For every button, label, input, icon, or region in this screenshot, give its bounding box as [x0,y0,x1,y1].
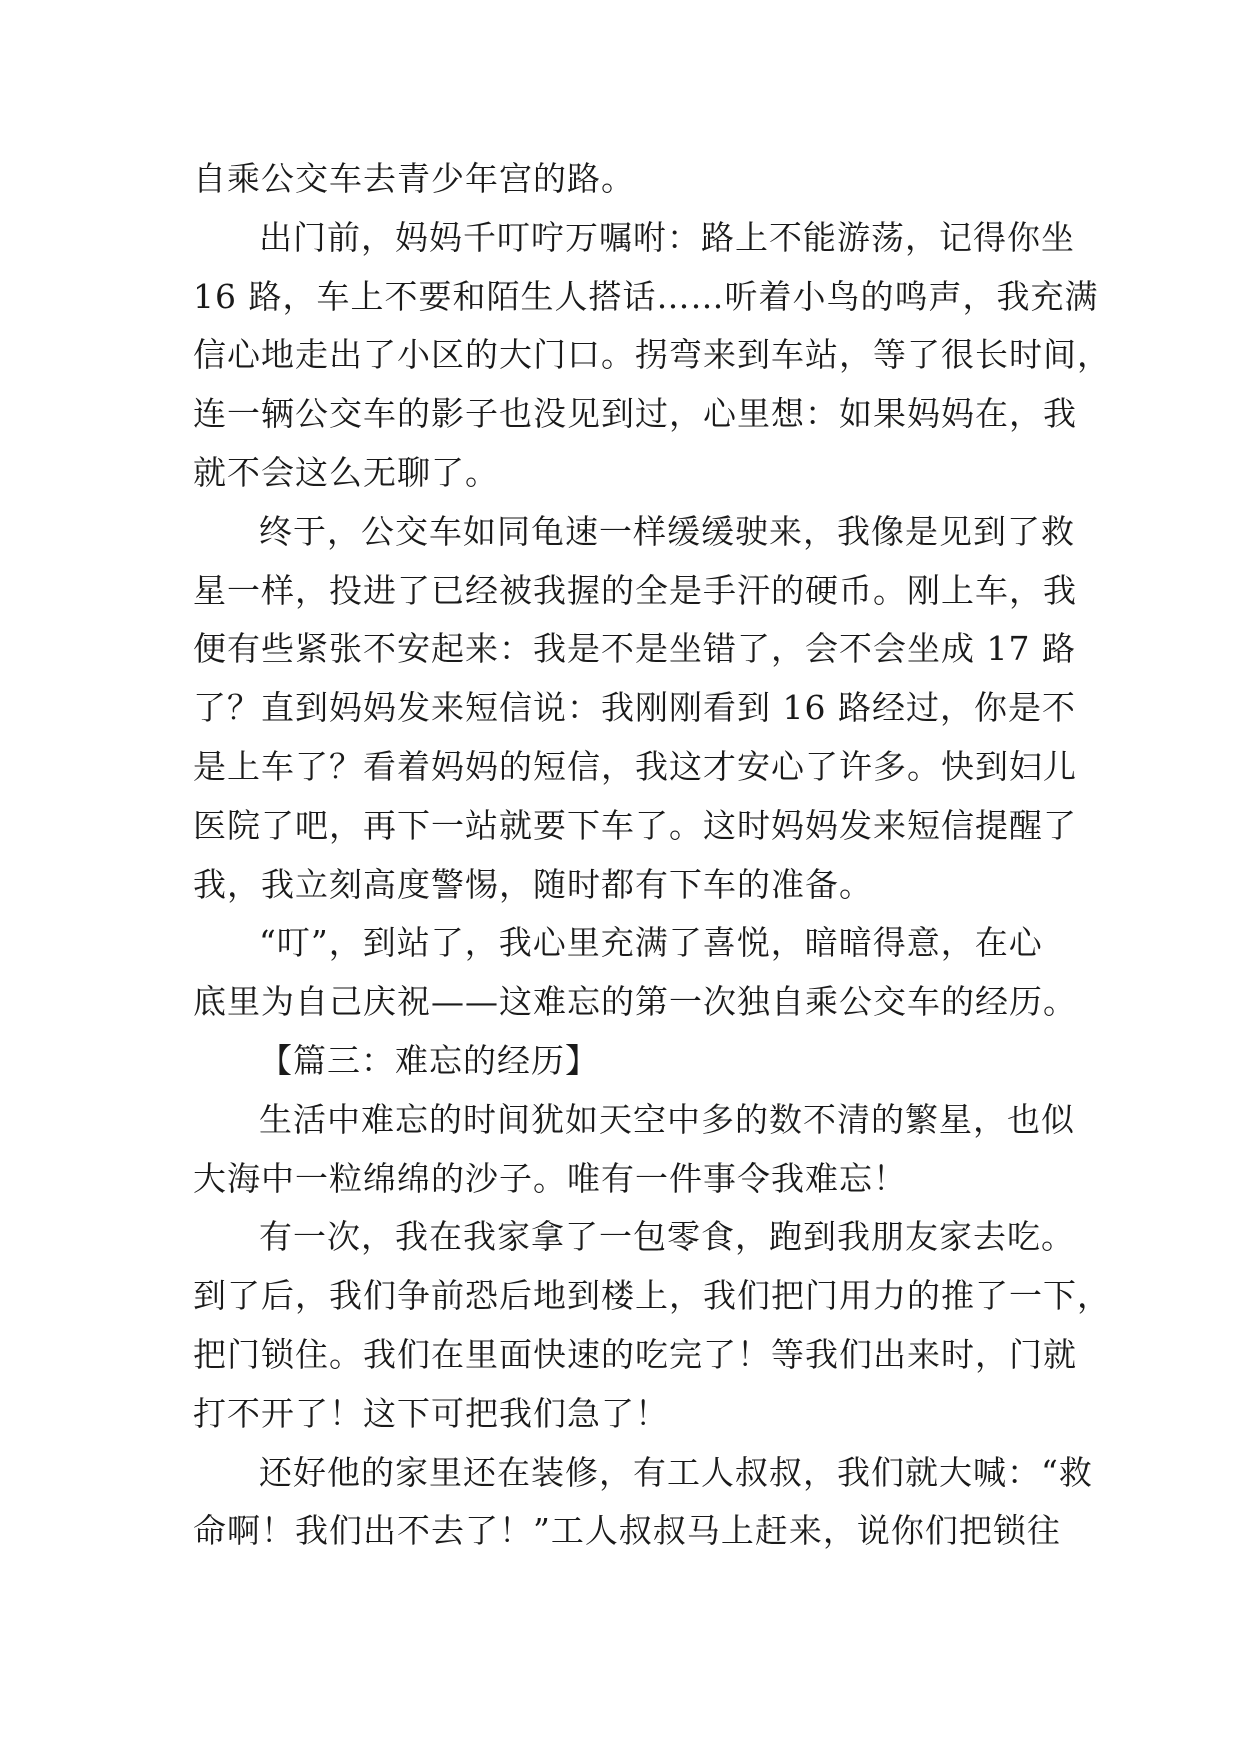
text-line: 我，我立刻高度警惕，随时都有下车的准备。 [193,864,873,904]
text-line: 命啊！我们出不去了！”工人叔叔马上赶来，说你们把锁往 [193,1511,1061,1551]
text-line: 大海中一粒绵绵的沙子。唯有一件事令我难忘！ [193,1158,907,1198]
text-line: 自乘公交车去青少年宫的路。 [193,159,635,198]
paragraph-start-line: 生活中难忘的时间犹如天空中多的数不清的繁星，也似 [259,1099,1075,1139]
paragraph-start-line: “叮”，到站了，我心里充满了喜悦，暗暗得意，在心 [259,923,1043,963]
text-line: 星一样，投进了已经被我握的全是手汗的硬币。刚上车，我 [193,570,1077,610]
paragraph-start-line: 还好他的家里还在装修，有工人叔叔，我们就大喊：“救 [259,1452,1093,1492]
text-line: 信心地走出了小区的大门口。拐弯来到车站，等了很长时间， [193,335,1111,375]
text-line: 把门锁住。我们在里面快速的吃完了！等我们出来时，门就 [193,1334,1077,1374]
paragraph-start-line: 有一次，我在我家拿了一包零食，跑到我朋友家去吃。 [259,1217,1075,1257]
section-heading: 【篇三：难忘的经历】 [259,1040,599,1080]
text-line: 医院了吧，再下一站就要下车了。这时妈妈发来短信提醒了 [193,805,1077,845]
text-line: 是上车了？看着妈妈的短信，我这才安心了许多。快到妇儿 [193,746,1077,786]
text-line: 16 路，车上不要和陌生人搭话……听着小鸟的鸣声，我充满 [193,276,1099,316]
text-line: 打不开了！这下可把我们急了！ [193,1393,669,1433]
text-line: 连一辆公交车的影子也没见到过，心里想：如果妈妈在，我 [193,394,1077,434]
text-line: 了？直到妈妈发来短信说：我刚刚看到 16 路经过，你是不 [193,688,1076,728]
text-line: 便有些紧张不安起来：我是不是坐错了，会不会坐成 17 路 [193,629,1076,669]
text-line: 底里为自己庆祝——这难忘的第一次独自乘公交车的经历。 [193,982,1077,1022]
paragraph-start-line: 出门前，妈妈千叮咛万嘱咐：路上不能游荡，记得你坐 [259,217,1075,257]
text-line: 就不会这么无聊了。 [193,452,499,492]
document-body [193,150,1111,1561]
text-line: 到了后，我们争前恐后地到楼上，我们把门用力的推了一下， [193,1276,1111,1316]
paragraph-start-line: 终于，公交车如同龟速一样缓缓驶来，我像是见到了救 [259,511,1075,551]
